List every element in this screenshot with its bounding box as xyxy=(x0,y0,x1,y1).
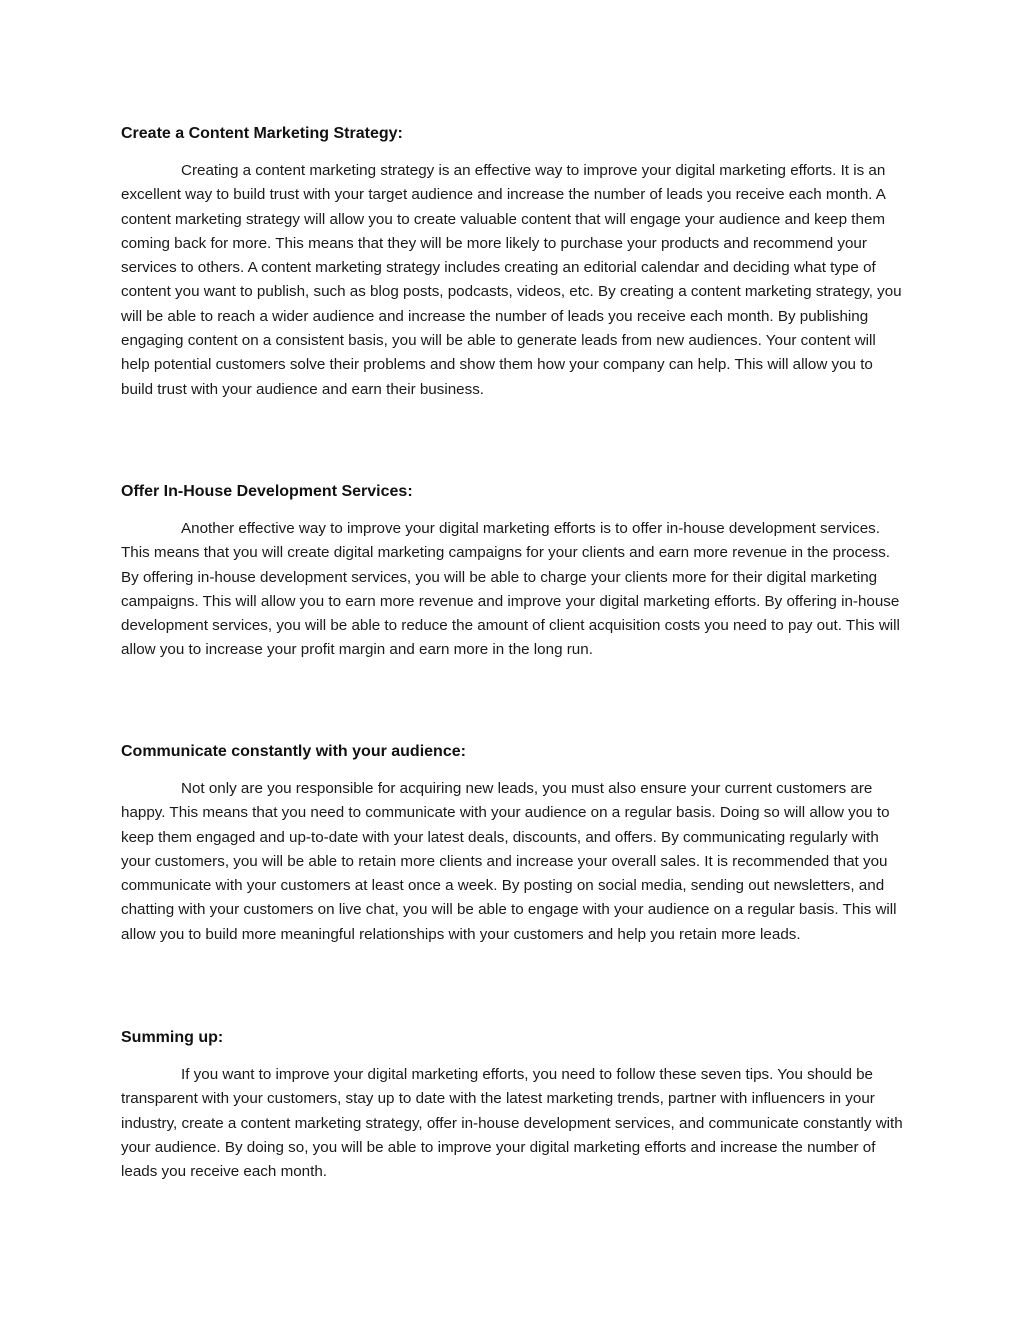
section-heading: Communicate constantly with your audience: xyxy=(121,743,466,760)
section-in-house-development xyxy=(121,482,903,663)
section-paragraph: Creating a content marketing strategy is an effective way to improve your digital marketing efforts. It is an excellent way to build trust with your target audience and increase the number of leads you receive each month. A content marketing strategy will allow you to create valuable content that will engage your audience and keep them coming back for more. This means that they will be more likely to purchase your products and recommend your services to others. A content marketing strategy includes creating an editorial calendar and deciding what type of content you want to publish, such as blog posts, podcasts, videos, etc. By creating a content marketing strategy, you will be able to reach a wider audience and increase the number of leads you receive each month. By publishing engaging content on a consistent basis, you will be able to generate leads from new audiences. Your content will help potential customers solve their problems and show them how your company can help. This will allow you to build trust with your audience and earn their business. xyxy=(121,162,902,398)
section-paragraph: Not only are you responsible for acquiring new leads, you must also ensure your current customers are happy. This means that you need to communicate with your audience on a regular basis. Doing so will allow you to keep them engaged and up-to-date with your latest deals, discounts, and offers. By communicating regularly with your customers, you will be able to retain more clients and increase your overall sales. It is recommended that you communicate with your customers at least once a week. By posting on social media, sending out newsletters, and chatting with your customers on live chat, you will be able to engage with your audience on a regular basis. This will allow you to build more meaningful relationships with your customers and help you retain more leads. xyxy=(121,780,897,943)
section-heading: Create a Content Marketing Strategy: xyxy=(121,125,403,142)
section-communicate-with-audience xyxy=(121,742,903,947)
section-content-marketing-strategy xyxy=(121,124,903,402)
section-summing-up xyxy=(121,1028,903,1184)
section-heading: Offer In-House Development Services: xyxy=(121,483,413,500)
section-heading: Summing up: xyxy=(121,1029,224,1046)
section-paragraph: If you want to improve your digital marketing efforts, you need to follow these seven tips. You should be transparent with your customers, stay up to date with the latest marketing trends, partner with influencers in your industry, create a content marketing strategy, offer in-house development services, and communicate constantly with your audience. By doing so, you will be able to improve your digital marketing efforts and increase the number of leads you receive each month. xyxy=(121,1066,903,1181)
section-paragraph: Another effective way to improve your digital marketing efforts is to offer in-house development services. This means that you will create digital marketing campaigns for your clients and earn more revenue in the process. By offering in-house development services, you will be able to charge your clients more for their digital marketing campaigns. This will allow you to earn more revenue and improve your digital marketing efforts. By offering in-house development services, you will be able to reduce the amount of client acquisition costs you need to pay out. This will allow you to increase your profit margin and earn more in the long run. xyxy=(121,520,900,659)
